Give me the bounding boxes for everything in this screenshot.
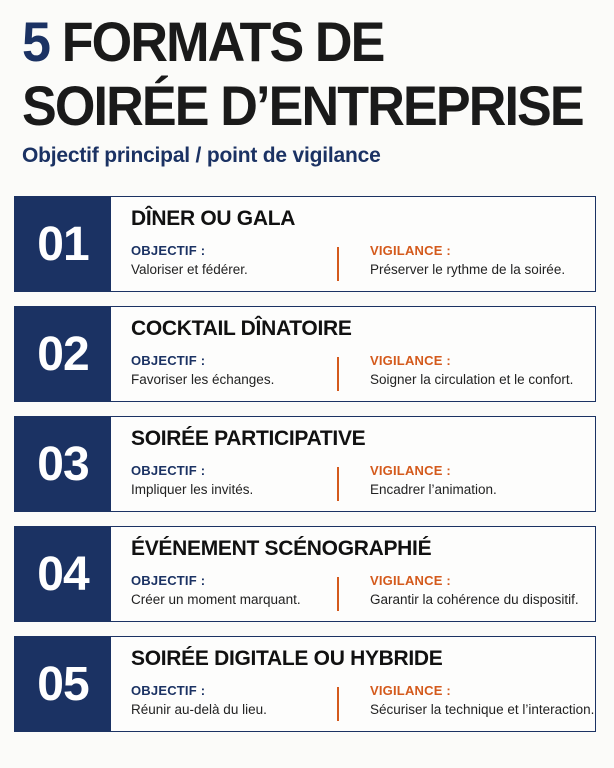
objective-column	[131, 573, 301, 607]
column-divider	[337, 687, 339, 721]
title-text: FORMATS DE	[61, 10, 384, 73]
vigilance-label: VIGILANCE :	[370, 243, 451, 258]
objective-text: Réunir au-delà du lieu.	[131, 702, 267, 717]
vigilance-label: VIGILANCE :	[370, 683, 451, 698]
objective-label: OBJECTIF :	[131, 683, 206, 698]
card-title: SOIRÉE PARTICIPATIVE	[131, 427, 366, 450]
card-title: ÉVÉNEMENT SCÉNOGRAPHIÉ	[131, 537, 432, 560]
objective-label: OBJECTIF :	[131, 243, 206, 258]
column-divider	[337, 467, 339, 501]
column-divider	[337, 247, 339, 281]
objective-text: Favoriser les échanges.	[131, 372, 275, 387]
card-title: COCKTAIL DÎNATOIRE	[131, 317, 352, 340]
page-title-line-2: SOIRÉE D’ENTREPRISE	[22, 74, 583, 137]
card-number: 01	[15, 197, 111, 291]
objective-label: OBJECTIF :	[131, 353, 206, 368]
objective-label: OBJECTIF :	[131, 463, 206, 478]
vigilance-column	[370, 683, 594, 717]
card-number: 04	[15, 527, 111, 621]
card-number: 03	[15, 417, 111, 511]
format-card	[14, 636, 596, 732]
vigilance-column	[370, 573, 579, 607]
vigilance-label: VIGILANCE :	[370, 573, 451, 588]
objective-column	[131, 243, 248, 277]
vigilance-text: Garantir la cohérence du dispositif.	[370, 592, 579, 607]
vigilance-label: VIGILANCE :	[370, 353, 451, 368]
objective-column	[131, 683, 267, 717]
vigilance-column	[370, 463, 497, 497]
objective-text: Valoriser et fédérer.	[131, 262, 248, 277]
format-list	[14, 196, 596, 746]
objective-column	[131, 463, 253, 497]
page-title-line-1	[22, 10, 563, 74]
format-card	[14, 196, 596, 292]
header	[22, 10, 604, 168]
format-card	[14, 416, 596, 512]
card-number: 02	[15, 307, 111, 401]
card-title: SOIRÉE DIGITALE OU HYBRIDE	[131, 647, 443, 670]
objective-text: Créer un moment marquant.	[131, 592, 301, 607]
card-number: 05	[15, 637, 111, 731]
vigilance-column	[370, 243, 565, 277]
vigilance-text: Encadrer l’animation.	[370, 482, 497, 497]
vigilance-text: Sécuriser la technique et l’interaction.	[370, 702, 595, 717]
vigilance-text: Préserver le rythme de la soirée.	[370, 262, 566, 277]
objective-text: Impliquer les invités.	[131, 482, 254, 497]
column-divider	[337, 577, 339, 611]
column-divider	[337, 357, 339, 391]
page-subtitle: Objectif principal / point de vigilance	[22, 144, 381, 167]
objective-label: OBJECTIF :	[131, 573, 206, 588]
format-card	[14, 526, 596, 622]
title-number: 5	[22, 10, 50, 73]
vigilance-column	[370, 353, 573, 387]
objective-column	[131, 353, 274, 387]
format-card	[14, 306, 596, 402]
card-title: DÎNER OU GALA	[131, 207, 296, 230]
vigilance-label: VIGILANCE :	[370, 463, 451, 478]
vigilance-text: Soigner la circulation et le confort.	[370, 372, 574, 387]
